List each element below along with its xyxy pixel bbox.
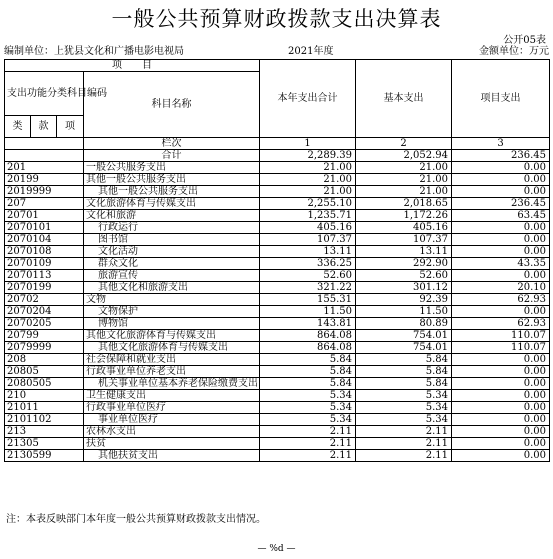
- row-project: 0.00: [452, 270, 550, 282]
- row-project: 62.93: [452, 294, 550, 306]
- row-subject-name: 社会保障和就业支出: [84, 354, 260, 366]
- row-basic: 5.84: [356, 354, 452, 366]
- row-project: 0.00: [452, 174, 550, 186]
- row-code: 2101102: [5, 414, 84, 426]
- row-basic: 5.84: [356, 366, 452, 378]
- row-basic: 13.11: [356, 246, 452, 258]
- row-subject-name: 扶贫: [84, 438, 260, 450]
- column-no-label: 栏次: [84, 138, 260, 150]
- table-row: [5, 354, 550, 366]
- row-subject-name: 卫生健康支出: [84, 390, 260, 402]
- row-code: 20799: [5, 330, 84, 342]
- row-basic: 2.11: [356, 450, 452, 462]
- table-row: [5, 222, 550, 234]
- row-basic: 21.00: [356, 186, 452, 198]
- row-total: 143.81: [260, 318, 356, 330]
- row-basic: 5.34: [356, 390, 452, 402]
- row-code: 2070205: [5, 318, 84, 330]
- row-project: 0.00: [452, 414, 550, 426]
- row-basic: 5.34: [356, 414, 452, 426]
- row-total: 52.60: [260, 270, 356, 282]
- header-xiang: 项: [57, 116, 84, 138]
- row-code: 2130599: [5, 450, 84, 462]
- table-row: [5, 342, 550, 354]
- row-code: 20701: [5, 210, 84, 222]
- row-basic: 92.39: [356, 294, 452, 306]
- table-row: [5, 162, 550, 174]
- amount-unit: 金额单位：万元: [479, 46, 549, 57]
- row-total: 21.00: [260, 174, 356, 186]
- table-row: [5, 414, 550, 426]
- row-subject-name: 其他一般公共服务支出: [84, 186, 260, 198]
- row-basic: 21.00: [356, 174, 452, 186]
- row-project: 110.07: [452, 342, 550, 354]
- row-subject-name: 文物: [84, 294, 260, 306]
- table-row: [5, 330, 550, 342]
- row-basic: 11.50: [356, 306, 452, 318]
- row-project: 0.00: [452, 390, 550, 402]
- row-code: 2070108: [5, 246, 84, 258]
- row-code: 20199: [5, 174, 84, 186]
- header-project: 项目支出: [452, 60, 550, 138]
- row-code: 2070199: [5, 282, 84, 294]
- row-basic: 5.34: [356, 402, 452, 414]
- row-project: 0.00: [452, 354, 550, 366]
- row-subject-name: 文化旅游体育与传媒支出: [84, 198, 260, 210]
- row-project: 0.00: [452, 234, 550, 246]
- row-subject-name: 群众文化: [84, 258, 260, 270]
- row-basic: 2.11: [356, 426, 452, 438]
- column-no-1: 1: [260, 138, 356, 150]
- row-subject-name: 行政事业单位养老支出: [84, 366, 260, 378]
- row-total: 321.22: [260, 282, 356, 294]
- row-subject-name: 其他文化和旅游支出: [84, 282, 260, 294]
- row-subject-name: 旅游宣传: [84, 270, 260, 282]
- form-number: 公开05表: [503, 35, 546, 46]
- row-basic: 21.00: [356, 162, 452, 174]
- row-total: 864.08: [260, 342, 356, 354]
- row-basic: 5.84: [356, 378, 452, 390]
- row-subject-name: 一般公共服务支出: [84, 162, 260, 174]
- row-project: 110.07: [452, 330, 550, 342]
- row-basic: 2.11: [356, 438, 452, 450]
- meta-line: [4, 46, 549, 58]
- row-subject-name: 文化活动: [84, 246, 260, 258]
- row-subject-name: 博物馆: [84, 318, 260, 330]
- row-subject-name: 机关事业单位基本养老保险缴费支出: [84, 378, 260, 390]
- row-total: 2.11: [260, 450, 356, 462]
- compiling-unit: 编制单位：上犹县文化和广播电影电视局: [4, 46, 184, 57]
- sum-project: 236.45: [452, 150, 550, 162]
- row-code: 208: [5, 354, 84, 366]
- row-total: 5.84: [260, 366, 356, 378]
- row-subject-name: 其他扶贫支出: [84, 450, 260, 462]
- row-project: 0.00: [452, 186, 550, 198]
- table-row: [5, 246, 550, 258]
- table-row: [5, 450, 550, 462]
- row-project: 0.00: [452, 162, 550, 174]
- header-total: 本年支出合计: [260, 60, 356, 138]
- sum-blank: [5, 150, 84, 162]
- row-basic: 405.16: [356, 222, 452, 234]
- row-total: 1,235.71: [260, 210, 356, 222]
- row-code: 21011: [5, 402, 84, 414]
- row-total: 5.34: [260, 390, 356, 402]
- header-lei: 类: [5, 116, 31, 138]
- table-row: [5, 426, 550, 438]
- row-project: 0.00: [452, 306, 550, 318]
- row-subject-name: 行政运行: [84, 222, 260, 234]
- row-code: 2080505: [5, 378, 84, 390]
- row-basic: 107.37: [356, 234, 452, 246]
- column-no-blank: [5, 138, 84, 150]
- row-subject-name: 文化和旅游: [84, 210, 260, 222]
- row-project: 0.00: [452, 378, 550, 390]
- table-row: [5, 234, 550, 246]
- page-title: 一般公共预算财政拨款支出决算表: [111, 7, 442, 31]
- row-total: 405.16: [260, 222, 356, 234]
- row-total: 5.34: [260, 402, 356, 414]
- row-basic: 52.60: [356, 270, 452, 282]
- column-no-3: 3: [452, 138, 550, 150]
- row-total: 5.84: [260, 378, 356, 390]
- row-total: 5.34: [260, 414, 356, 426]
- row-code: 20805: [5, 366, 84, 378]
- header-subject-name: 科目名称: [84, 72, 260, 138]
- row-code: 210: [5, 390, 84, 402]
- row-subject-name: 文物保护: [84, 306, 260, 318]
- row-project: 236.45: [452, 198, 550, 210]
- row-code: 2070113: [5, 270, 84, 282]
- sum-basic: 2,052.94: [356, 150, 452, 162]
- row-basic: 80.89: [356, 318, 452, 330]
- table-row: [5, 270, 550, 282]
- header-kuan: 款: [31, 116, 57, 138]
- row-code: 2070204: [5, 306, 84, 318]
- sum-label: 合计: [84, 150, 260, 162]
- row-subject-name: 其他一般公共服务支出: [84, 174, 260, 186]
- row-code: 2070109: [5, 258, 84, 270]
- row-project: 63.45: [452, 210, 550, 222]
- table-row: [5, 438, 550, 450]
- footnote: 注：本表反映部门本年度一般公共预算财政拨款支出情况。: [6, 514, 266, 525]
- row-project: 0.00: [452, 426, 550, 438]
- row-project: 0.00: [452, 450, 550, 462]
- table-row: [5, 402, 550, 414]
- table-row: [5, 282, 550, 294]
- row-total: 5.84: [260, 354, 356, 366]
- row-project: 0.00: [452, 402, 550, 414]
- row-basic: 754.01: [356, 330, 452, 342]
- row-total: 21.00: [260, 162, 356, 174]
- row-project: 20.10: [452, 282, 550, 294]
- row-project: 0.00: [452, 366, 550, 378]
- column-no-2: 2: [356, 138, 452, 150]
- row-basic: 292.90: [356, 258, 452, 270]
- row-project: 0.00: [452, 222, 550, 234]
- row-subject-name: 农林水支出: [84, 426, 260, 438]
- row-subject-name: 其他文化旅游体育与传媒支出: [84, 342, 260, 354]
- sum-total: 2,289.39: [260, 150, 356, 162]
- row-code: 2019999: [5, 186, 84, 198]
- row-project: 62.93: [452, 318, 550, 330]
- row-total: 2.11: [260, 426, 356, 438]
- row-total: 21.00: [260, 186, 356, 198]
- row-basic: 2,018.65: [356, 198, 452, 210]
- row-subject-name: 图书馆: [84, 234, 260, 246]
- table-row: [5, 174, 550, 186]
- row-project: 0.00: [452, 246, 550, 258]
- row-code: 201: [5, 162, 84, 174]
- row-project: 43.35: [452, 258, 550, 270]
- expenditure-table: [4, 59, 550, 462]
- row-code: 21305: [5, 438, 84, 450]
- row-project: 0.00: [452, 438, 550, 450]
- header-basic: 基本支出: [356, 60, 452, 138]
- row-subject-name: 行政事业单位医疗: [84, 402, 260, 414]
- fiscal-year: 2021年度: [288, 46, 334, 57]
- row-code: 20702: [5, 294, 84, 306]
- row-basic: 1,172.26: [356, 210, 452, 222]
- row-total: 11.50: [260, 306, 356, 318]
- row-code: 213: [5, 426, 84, 438]
- row-subject-name: 事业单位医疗: [84, 414, 260, 426]
- table-row: [5, 198, 550, 210]
- table-row: [5, 294, 550, 306]
- page-number: — %d —: [257, 544, 296, 554]
- table-row: [5, 390, 550, 402]
- row-total: 2,255.10: [260, 198, 356, 210]
- table-row: [5, 318, 550, 330]
- table-row: [5, 210, 550, 222]
- table-row: [5, 258, 550, 270]
- row-total: 13.11: [260, 246, 356, 258]
- row-code: 2070104: [5, 234, 84, 246]
- row-code: 2070101: [5, 222, 84, 234]
- row-subject-name: 其他文化旅游体育与传媒支出: [84, 330, 260, 342]
- row-basic: 754.01: [356, 342, 452, 354]
- row-total: 155.31: [260, 294, 356, 306]
- table-row: [5, 366, 550, 378]
- row-total: 2.11: [260, 438, 356, 450]
- row-code: 2079999: [5, 342, 84, 354]
- table-row: [5, 306, 550, 318]
- table-row: [5, 186, 550, 198]
- row-total: 864.08: [260, 330, 356, 342]
- header-item: 项 目: [5, 60, 260, 72]
- row-total: 107.37: [260, 234, 356, 246]
- row-basic: 301.12: [356, 282, 452, 294]
- row-code: 207: [5, 198, 84, 210]
- table-row: [5, 378, 550, 390]
- row-total: 336.25: [260, 258, 356, 270]
- header-func-code: 支出功能分类科目编码: [5, 72, 84, 116]
